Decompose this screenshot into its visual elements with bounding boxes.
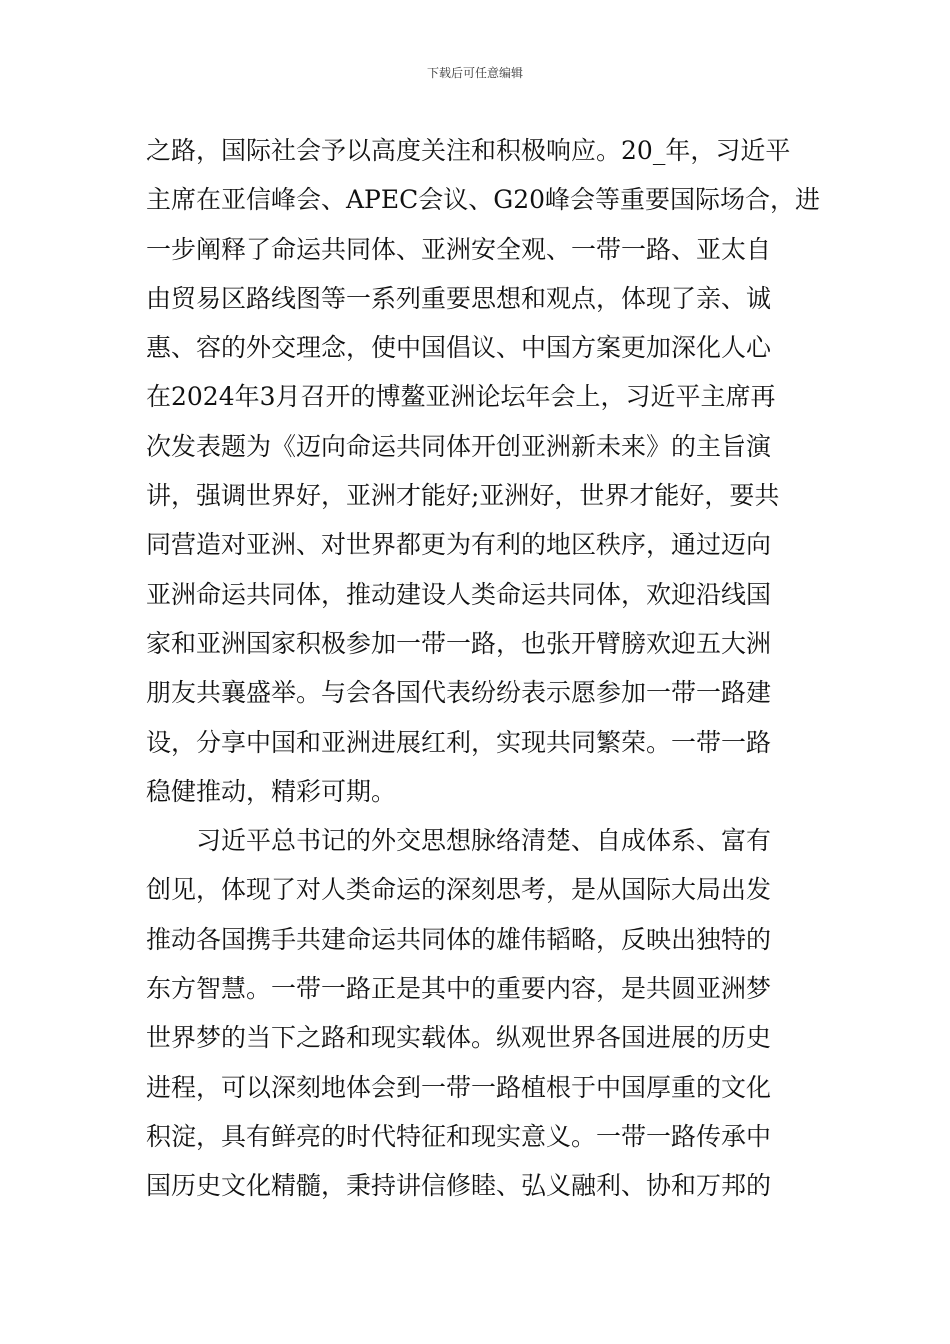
- text-line: 惠、容的外交理念，使中国倡议、中国方案更加深化人心: [146, 333, 772, 363]
- text-line: 东方智慧。一带一路正是其中的重要内容，是共圆亚洲梦: [146, 974, 772, 1004]
- text-line: 稳健推动，精彩可期。: [146, 776, 397, 806]
- text-line: 创见，体现了对人类命运的深刻思考，是从国际大局出发: [146, 875, 772, 905]
- text-line: 积淀，具有鲜亮的时代特征和现实意义。一带一路传承中: [146, 1121, 772, 1151]
- text-line: 推动各国携手共建命运共同体的雄伟韬略，反映出独特的: [146, 924, 772, 954]
- text-line: 讲，强调世界好，亚洲才能好;亚洲好，世界才能好，要共: [146, 481, 780, 511]
- text-line: 进程，可以深刻地体会到一带一路植根于中国厚重的文化: [146, 1072, 772, 1102]
- text-line: 国历史文化精髓，秉持讲信修睦、弘义融利、协和万邦的: [146, 1171, 772, 1201]
- text-line: 之路，国际社会予以高度关注和积极响应。20_年，习近平: [146, 136, 791, 165]
- text-line: 世界梦的当下之路和现实载体。纵观世界各国进展的历史: [146, 1023, 772, 1053]
- text-line: 同营造对亚洲、对世界都更为有利的地区秩序，通过迈向: [146, 530, 772, 560]
- text-line: 由贸易区路线图等一系列重要思想和观点，体现了亲、诚: [146, 283, 772, 313]
- text-line: 在2024年3月召开的博鳌亚洲论坛年会上，习近平主席再: [146, 382, 776, 412]
- text-line: 朋友共襄盛举。与会各国代表纷纷表示愿参加一带一路建: [146, 678, 772, 708]
- body-text: [146, 126, 821, 1211]
- text-line: 主席在亚信峰会、APEC会议、G20峰会等重要国际场合，进: [146, 185, 821, 215]
- text-line: 习近平总书记的外交思想脉络清楚、自成体系、富有: [146, 826, 772, 856]
- text-line: 亚洲命运共同体，推动建设人类命运共同体，欢迎沿线国: [146, 579, 772, 609]
- text-line: 次发表题为《迈向命运共同体开创亚洲新未来》的主旨演: [146, 431, 772, 461]
- text-line: 设，分享中国和亚洲进展红利，实现共同繁荣。一带一路: [146, 727, 772, 757]
- text-line: 一步阐释了命运共同体、亚洲安全观、一带一路、亚太自: [146, 234, 772, 264]
- page-header: 下载后可任意编辑: [426, 66, 523, 80]
- text-line: 家和亚洲国家积极参加一带一路，也张开臂膀欢迎五大洲: [146, 628, 772, 658]
